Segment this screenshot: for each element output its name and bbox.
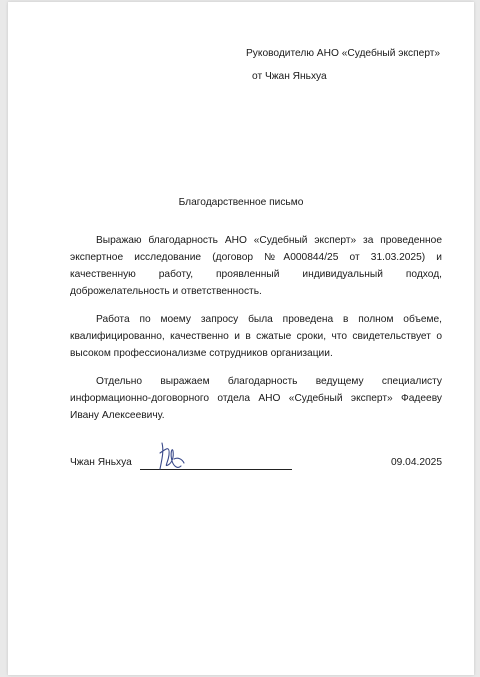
paragraph-gratitude: Выражаю благодарность АНО «Судебный эксперт» за проведенное экспертное исследование (договор №А000844/25 от 31.03.2025) и качественную работу, проявленный индивидуальный подход, доброжелательность и ответственность. <box>70 235 442 297</box>
addressee-block <box>246 42 440 88</box>
addressee-recipient: Руководителю АНО «Судебный эксперт» <box>246 48 441 59</box>
letter-title: Благодарственное письмо <box>178 197 304 208</box>
letter-page <box>8 2 474 675</box>
paragraph-work-quality: Работа по моему запросу была проведена в полном объеме, квалифицированно, качественно и в сжатые сроки, что свидетельствует о высоком профессионализме сотрудников организации. <box>70 314 442 359</box>
addressee-sender: от Чжан Яньхуа <box>252 71 327 82</box>
paragraph-specialist-thanks: Отдельно выражаем благодарность ведущему специалисту информационно-договорного отдела АНО «Судебный эксперт» Фадееву Ивану Алексеевичу. <box>70 376 442 421</box>
signatory-name: Чжан Яньхуа <box>70 457 132 468</box>
signature-date: 09.04.2025 <box>391 457 442 468</box>
handwritten-signature <box>156 439 186 473</box>
letter-body <box>70 232 442 435</box>
